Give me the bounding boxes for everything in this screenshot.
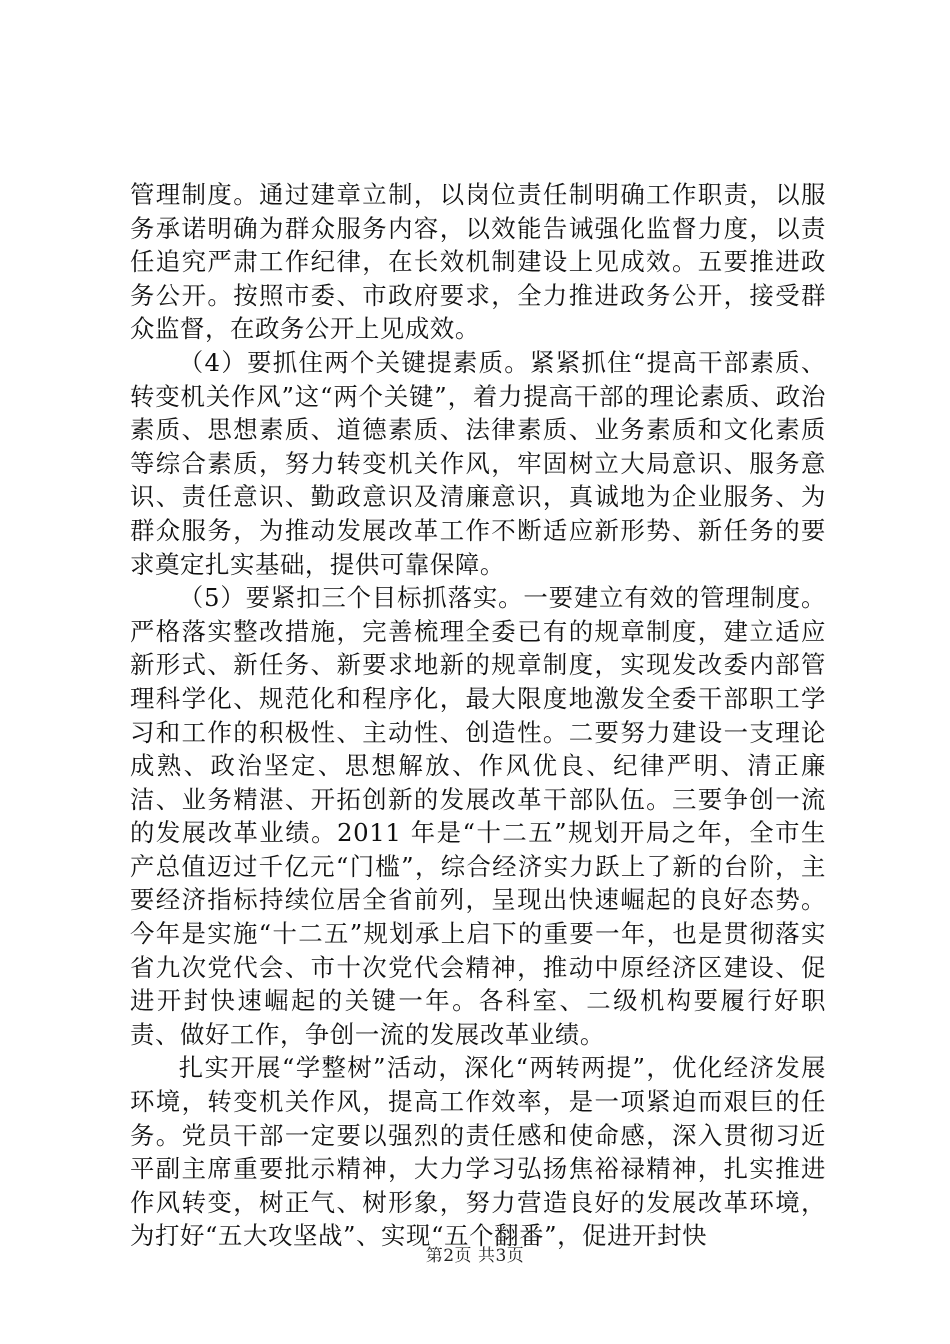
paragraph-continuation: 管理制度。通过建章立制，以岗位责任制明确工作职责，以服务承诺明确为群众服务内容，以效能告诫强化监督力度，以责任追究严肃工作纪律，在长效机制建设上见成效。五要推进政务公开。按照市委、市政府要求，全力推进政务公开，接受群众监督，在政务公开上见成效。 — [130, 180, 826, 344]
page-footer: 第2页 共3页 — [425, 1246, 525, 1266]
document-body — [130, 178, 826, 1253]
paragraph-key-points: （4）要抓住两个关键提素质。紧紧抓住“提高干部素质、转变机关作风”这“两个关键”，着力提高干部的理论素质、政治素质、思想素质、道德素质、法律素质、业务素质和文化素质等综合素质，努力转变机关作风，牢固树立大局意识、服务意识、责任意识、勤政意识及清廉意识，真诚地为企业服务、为群众服务，为推动发展改革工作不断适应新形势、新任务的要求奠定扎实基础，提供可靠保障。 — [130, 347, 826, 579]
paragraph-targets: （5）要紧扣三个目标抓落实。一要建立有效的管理制度。严格落实整改措施，完善梳理全委已有的规章制度，建立适应新形式、新任务、新要求地新的规章制度，实现发改委内部管理科学化、规范化和程序化，最大限度地激发全委干部职工学习和工作的积极性、主动性、创造性。二要努力建设一支理论成熟、政治坚定、思想解放、作风优良、纪律严明、清正廉洁、业务精湛、开拓创新的发展改革干部队伍。三要争创一流的发展改革业绩。2011 年是“十二五”规划开局之年，全市生产总值迈过千亿元“门槛”，综合经济实力跃上了新的台阶，主要经济指标持续位居全省前列，呈现出快速崛起的良好态势。今年是实施“十二五”规划承上启下的重要一年，也是贯彻落实省九次党代会、市十次党代会精神，推动中原经济区建设、促进开封快速崛起的关键一年。各科室、二级机构要履行好职责、做好工作，争创一流的发展改革业绩。 — [130, 583, 826, 1049]
paragraph-conclusion: 扎实开展“学整树”活动，深化“两转两提”，优化经济发展环境，转变机关作风，提高工作效率，是一项紧迫而艰巨的任务。党员干部一定要以强烈的责任感和使命感，深入贯彻习近平副主席重要批示精神，大力学习弘扬焦裕禄精神，扎实推进作风转变，树正气、树形象，努力营造良好的发展改革环境，为打好“五大攻坚战”、实现“五个翻番”，促进开封快 — [130, 1053, 826, 1251]
